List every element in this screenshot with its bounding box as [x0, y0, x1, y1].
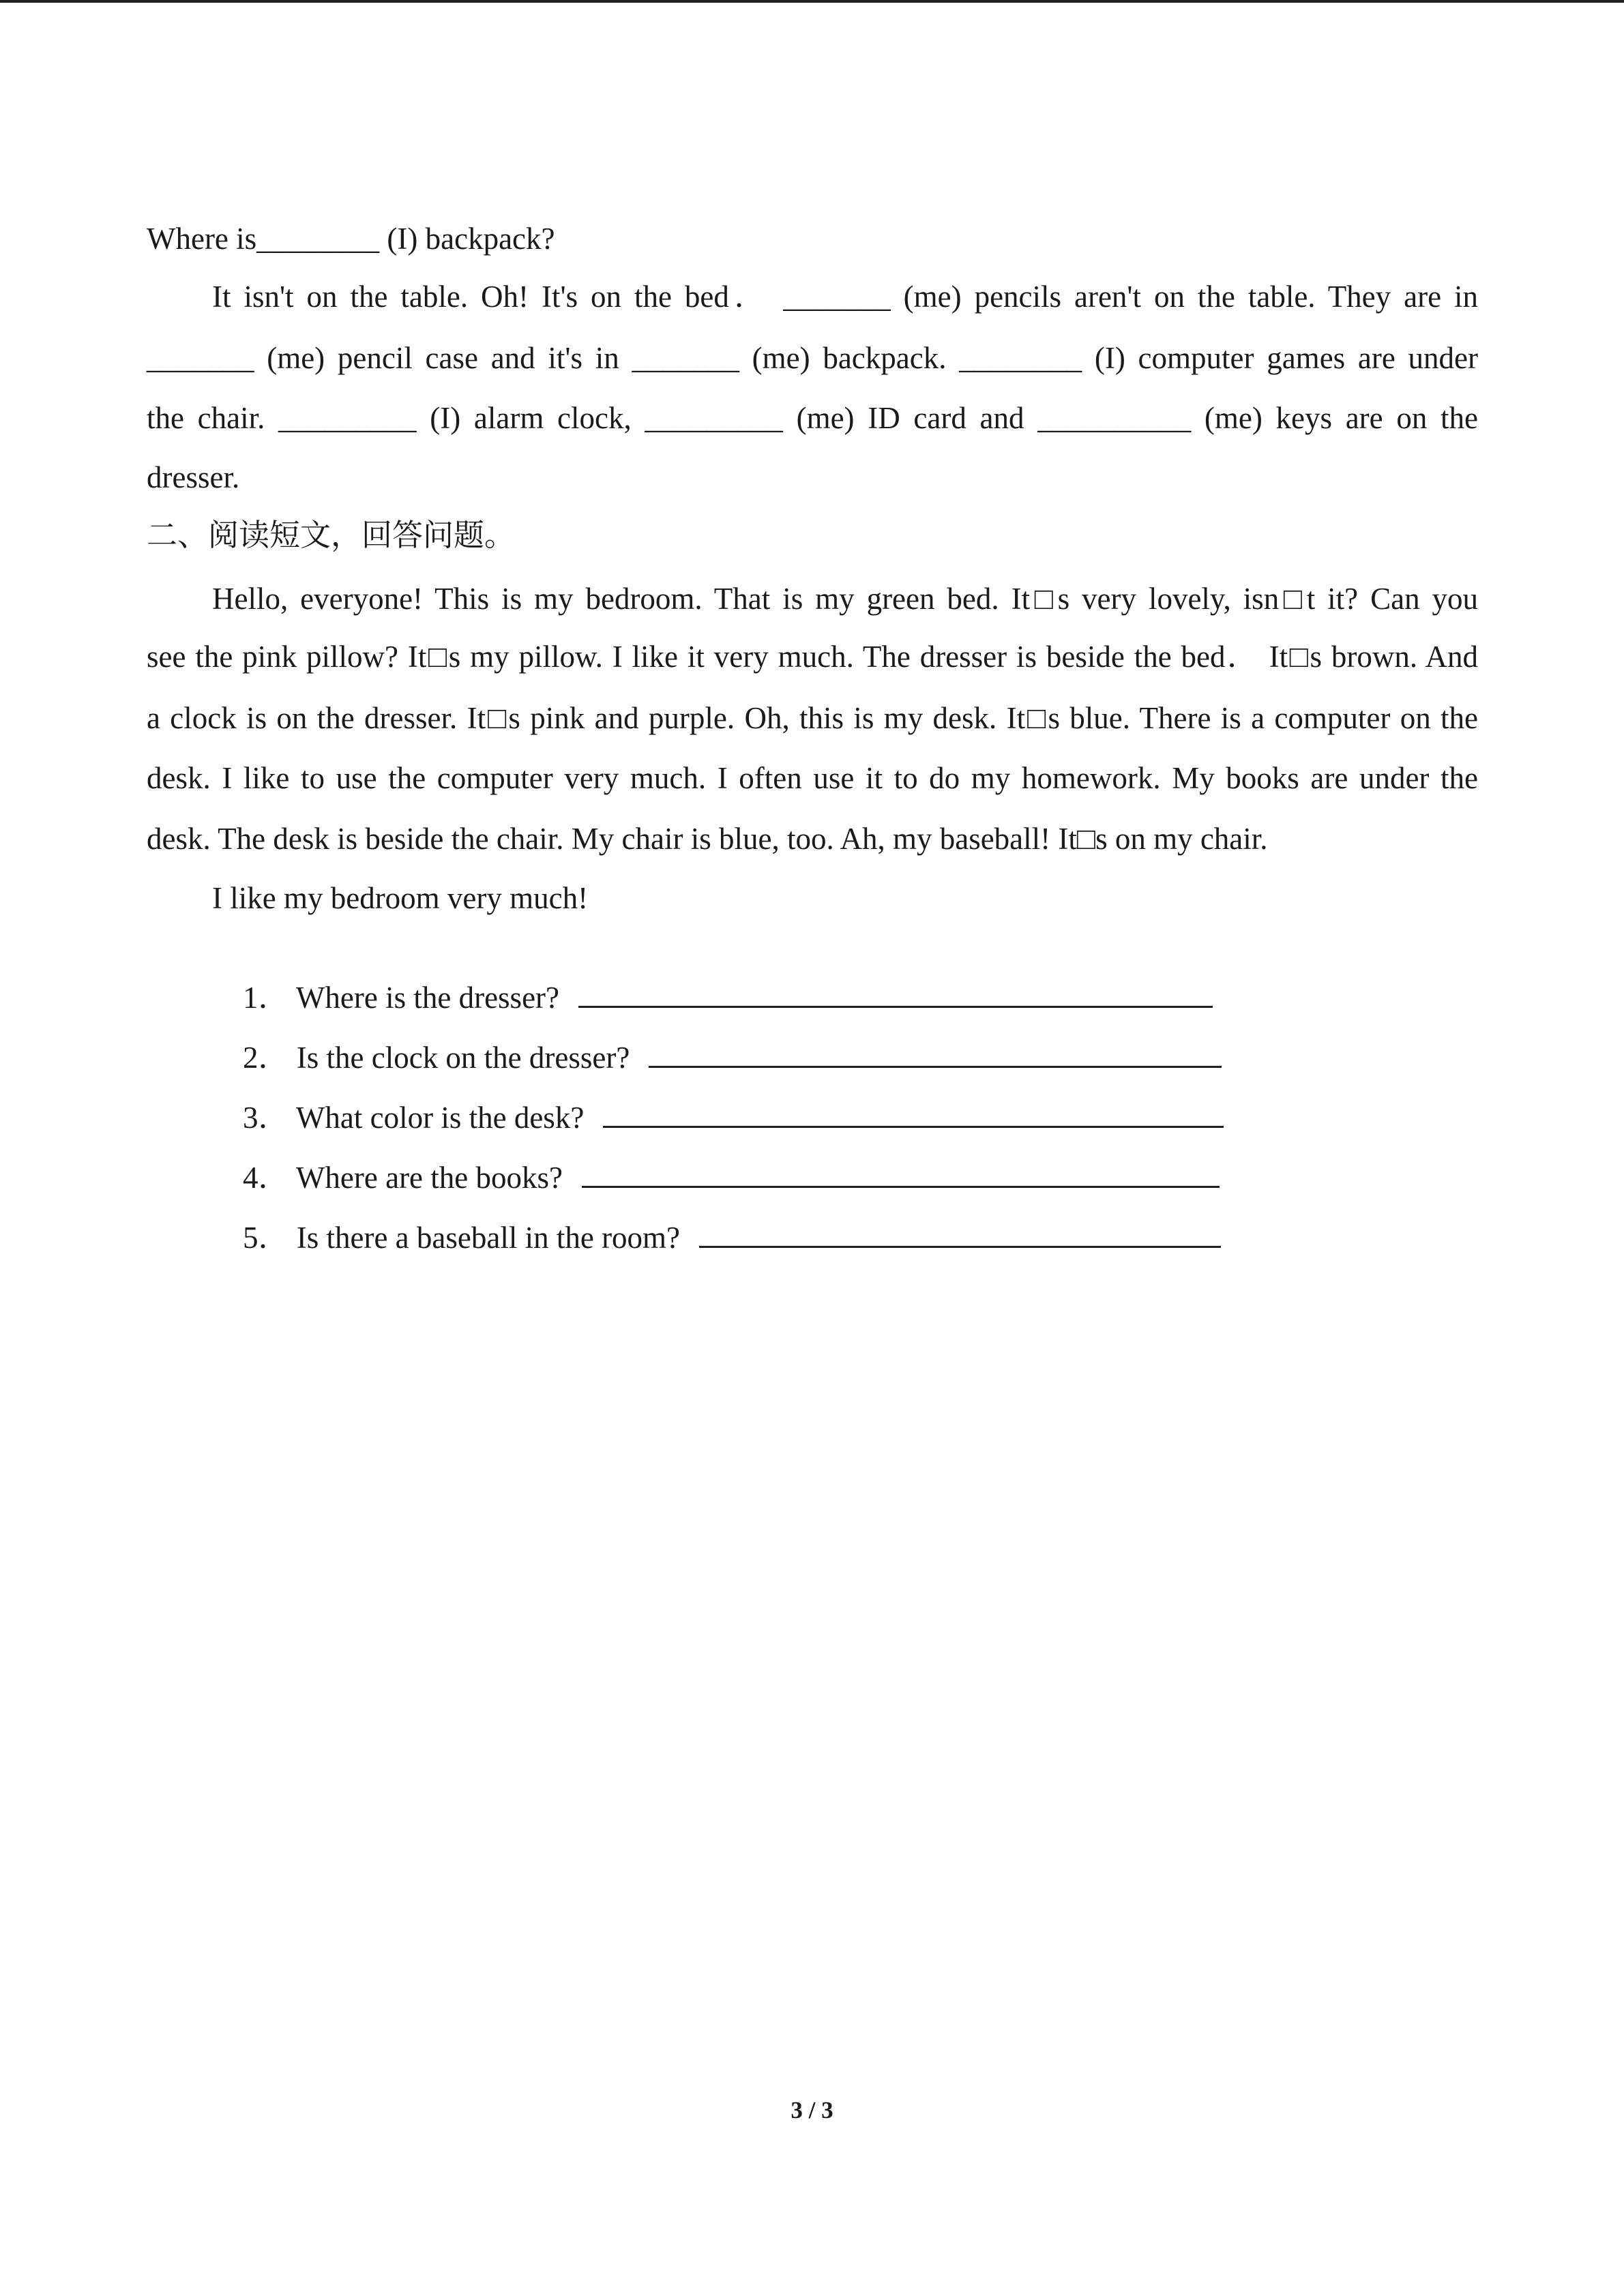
answer-line-5[interactable]	[699, 1217, 1221, 1248]
reading-line-2: see the pink pillow? It□s my pillow. I like it very much. The dresser is beside the bed． It□s brown. And	[147, 640, 1478, 674]
question-5-text: 5． Is there a baseball in the room?	[243, 1221, 681, 1255]
question-5	[212, 1176, 1221, 1299]
question-4-text: 4． Where are the books?	[243, 1161, 563, 1195]
reading-line-5: desk. The desk is beside the chair. My chair is blue, too. Ah, my baseball! It□s on my chair.	[147, 822, 1268, 856]
page-number: 3 / 3	[791, 2097, 833, 2123]
reading-line-3: a clock is on the dresser. It□s pink and purple. Oh, this is my desk. It□s blue. There is a computer on the	[147, 701, 1478, 735]
reading-line-4: desk. I like to use the computer very much. I often use it to do my homework. My books are under the	[147, 761, 1478, 795]
passage-line-2: It isn't on the table. Oh! It's on the bed． _______ (me) pencils aren't on the table. They are in	[212, 280, 1478, 314]
passage-line-5: dresser.	[147, 460, 240, 494]
reading-closing-line: I like my bedroom very much!	[212, 881, 589, 915]
question-1-text: 1． Where is the dresser?	[243, 981, 559, 1015]
reading-line-1: Hello, everyone! This is my bedroom. That is my green bed. It□s very lovely, isn□t it? Can you	[212, 582, 1478, 616]
passage-line-4: the chair. _________ (I) alarm clock, _________ (me) ID card and __________ (me) keys are on the	[147, 401, 1478, 435]
passage-line-1: Where is________ (I) backpack?	[147, 222, 555, 256]
passage-line-3: _______ (me) pencil case and it's in _______ (me) backpack. ________ (I) computer games are under	[147, 341, 1478, 375]
question-3-text: 3． What color is the desk?	[243, 1101, 585, 1135]
question-2-text: 2． Is the clock on the dresser?	[243, 1041, 630, 1075]
section-title: 二、阅读短文，回答问题。	[147, 518, 516, 552]
